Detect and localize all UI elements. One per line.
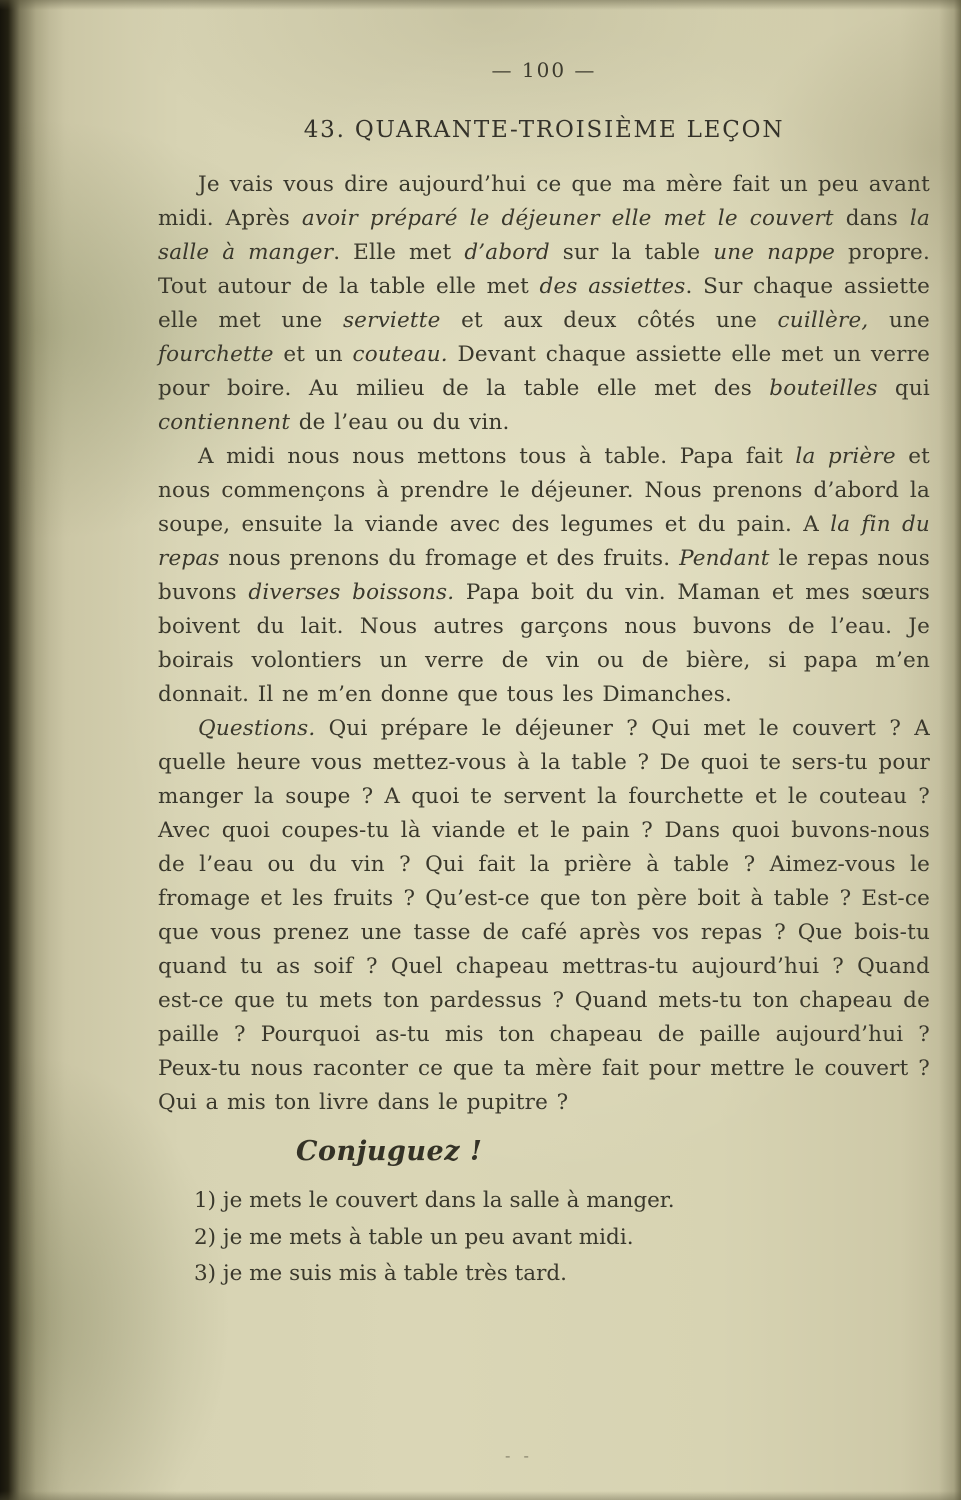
paragraph: A midi nous nous mettons tous à table. Papa fait la prière et nous commençons à prendre le déjeuner. Nous prenons d’abord la soupe, ensuite la viande avec des legumes et du pain. A la fin du repas nous prenons du fromage et des fruits. Pendant le repas nous buvons diverses boissons. Papa boit du vin. Maman et mes sœurs boivent du lait. Nous autres garçons nous buvons de l’eau. Je boirais volontiers un verre de vin ou de bière, si papa m’en donnait. Il ne m’en donne que tous les Dimanches. <box>158 444 930 707</box>
binding-shadow <box>0 0 64 1500</box>
paragraph: Je vais vous dire aujourd’hui ce que ma mère fait un peu avant midi. Après avoir préparé le déjeuner elle met le couvert dans la salle à manger. Elle met d’abord sur la table une nappe propre. Tout autour de la table elle met des assiettes. Sur chaque assiette elle met une serviette et aux deux côtés une cuillère, une fourchette et un couteau. Devant chaque assiette elle met un verre pour boire. Au milieu de la table elle met des bouteilles qui contiennent de l’eau ou du vin. <box>158 172 930 435</box>
page-edge-right <box>939 0 961 1500</box>
footer-mark: - - <box>505 1446 533 1465</box>
page-content <box>158 58 930 1293</box>
page-number: — 100 — <box>491 58 597 82</box>
conjugation-item: 1) je mets le couvert dans la salle à manger. <box>194 1188 675 1213</box>
lesson-body <box>158 168 930 1120</box>
conjugation-list <box>194 1183 930 1293</box>
paragraph: Questions. Qui prépare le déjeuner ? Qui met le couvert ? A quelle heure vous mettez-vous à la table ? De quoi te sers-tu pour manger la soupe ? A quoi te servent la fourchette et le couteau ? Avec quoi coupes-tu là viande et le pain ? Dans quoi buvons-nous de l’eau ou du vin ? Qui fait la prière à table ? Aimez-vous le fromage et les fruits ? Qu’est-ce que ton père boit à table ? Est-ce que vous prenez une tasse de café après vos repas ? Que bois-tu quand tu as soif ? Quel chapeau mettras-tu aujourd’hui ? Quand est-ce que tu mets ton pardessus ? Quand mets-tu ton chapeau de paille ? Pourquoi as-tu mis ton chapeau de paille aujourd’hui ? Peux-tu nous raconter ce que ta mère fait pour mettre le couvert ? Qui a mis ton livre dans le pupitre ? <box>158 716 930 1115</box>
conjugation-item: 3) je me suis mis à table très tard. <box>194 1261 567 1286</box>
conjuguez-heading: Conjuguez ! <box>296 1136 483 1167</box>
lesson-title: 43. QUARANTE-TROISIÈME LEÇON <box>303 117 785 143</box>
page-edge-top <box>0 0 961 10</box>
conjugation-item: 2) je me mets à table un peu avant midi. <box>194 1224 634 1250</box>
page-edge-bottom <box>0 1491 961 1500</box>
